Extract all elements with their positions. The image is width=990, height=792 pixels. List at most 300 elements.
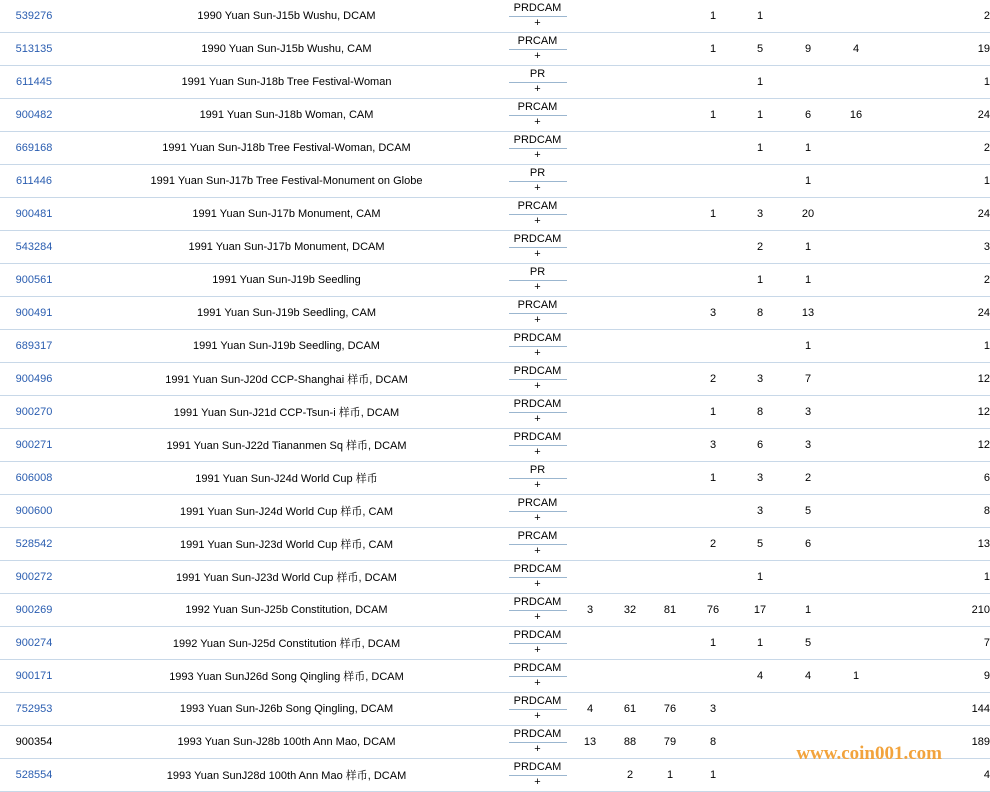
grade-label: PRDCAM [509,234,567,248]
grade-label: PRDCAM [509,399,567,413]
coin-description: 1991 Yuan Sun-J17b Tree Festival-Monument on Globe [68,165,505,198]
population-count-n3 [650,627,690,660]
population-count-n4 [690,495,736,528]
grade-designation [505,132,570,165]
grade-plus-label: + [534,82,541,95]
grade-label: PR [509,267,567,281]
cert-number-link[interactable]: 606008 [0,462,68,495]
grade-designation [505,297,570,330]
grade-label: PRDCAM [509,432,567,446]
cert-number-link[interactable]: 611446 [0,165,68,198]
population-count-n3 [650,132,690,165]
population-count-n3 [650,330,690,363]
population-count-n6 [784,66,832,99]
grade-label: PRCAM [509,102,567,116]
population-count-n1 [570,462,610,495]
population-count-n1 [570,66,610,99]
population-total: 8 [928,495,990,528]
table-row [0,363,990,396]
site-watermark: www.coin001.com [796,743,942,764]
population-count-n6: 1 [784,330,832,363]
population-count-n5: 17 [736,594,784,627]
population-count-n8 [880,627,928,660]
population-count-n7: 4 [832,33,880,66]
population-total: 144 [928,693,990,726]
population-count-n1: 4 [570,693,610,726]
population-count-n5: 1 [736,0,784,33]
cert-number-link[interactable]: 900491 [0,297,68,330]
population-total: 1 [928,561,990,594]
population-count-n2 [610,363,650,396]
grade-plus-label: + [534,16,541,29]
population-count-n3 [650,99,690,132]
cert-number-link[interactable]: 543284 [0,231,68,264]
grade-designation [505,528,570,561]
population-count-n6: 13 [784,297,832,330]
grade-plus-label: + [534,346,541,359]
grade-label: PRDCAM [509,135,567,149]
population-count-n2: 88 [610,726,650,759]
grade-plus-label: + [534,478,541,491]
population-total: 3 [928,231,990,264]
table-row [0,330,990,363]
cert-number-link[interactable]: 900269 [0,594,68,627]
population-count-n6 [784,693,832,726]
table-row [0,561,990,594]
population-count-n6: 5 [784,495,832,528]
population-count-n1 [570,0,610,33]
population-count-n4: 76 [690,594,736,627]
coin-description: 1991 Yuan Sun-J19b Seedling [68,264,505,297]
grade-designation [505,66,570,99]
grade-designation [505,165,570,198]
population-count-n4: 1 [690,396,736,429]
grade-plus-label: + [534,445,541,458]
population-count-n6: 3 [784,429,832,462]
population-count-n2 [610,561,650,594]
grade-plus-label: + [534,610,541,623]
population-count-n3: 76 [650,693,690,726]
population-total: 4 [928,759,990,792]
population-count-n2 [610,396,650,429]
population-count-n8 [880,396,928,429]
population-count-n4: 1 [690,759,736,792]
grade-designation [505,264,570,297]
grade-plus-label: + [534,544,541,557]
population-total: 2 [928,132,990,165]
coin-description: 1993 Yuan SunJ28d 100th Ann Mao 样币, DCAM [68,759,505,792]
table-row [0,627,990,660]
population-count-n8 [880,0,928,33]
grade-designation [505,0,570,33]
population-count-n3: 79 [650,726,690,759]
grade-label: PRDCAM [509,3,567,17]
population-count-n6: 1 [784,594,832,627]
cert-number-link[interactable]: 900270 [0,396,68,429]
population-count-n4 [690,66,736,99]
cert-number-link[interactable]: 900561 [0,264,68,297]
population-total: 1 [928,165,990,198]
population-count-n8 [880,231,928,264]
population-count-n6 [784,726,832,759]
coin-description: 1990 Yuan Sun-J15b Wushu, CAM [68,33,505,66]
population-count-n2 [610,99,650,132]
population-count-n7 [832,462,880,495]
grade-label: PR [509,168,567,182]
population-count-n2 [610,627,650,660]
population-count-n7 [832,528,880,561]
population-count-n3 [650,429,690,462]
coin-description: 1991 Yuan Sun-J19b Seedling, DCAM [68,330,505,363]
coin-description: 1991 Yuan Sun-J23d World Cup 样币, DCAM [68,561,505,594]
population-count-n8 [880,528,928,561]
population-count-n7 [832,594,880,627]
population-count-n7 [832,264,880,297]
grade-designation [505,330,570,363]
grade-label: PRDCAM [509,597,567,611]
population-count-n2 [610,231,650,264]
population-count-n5: 5 [736,33,784,66]
population-count-n7 [832,132,880,165]
population-count-n5: 2 [736,231,784,264]
grade-label: PRDCAM [509,762,567,776]
population-count-n7 [832,330,880,363]
population-count-n4: 3 [690,693,736,726]
population-count-n6: 1 [784,264,832,297]
population-count-n2 [610,660,650,693]
table-row [0,165,990,198]
population-count-n2 [610,264,650,297]
population-count-n1 [570,660,610,693]
grade-plus-label: + [534,577,541,590]
grade-label: PRDCAM [509,333,567,347]
grade-designation [505,363,570,396]
cert-number-link[interactable]: 513135 [0,33,68,66]
population-count-n7 [832,198,880,231]
population-count-n5: 1 [736,627,784,660]
population-total: 7 [928,627,990,660]
population-count-n6: 2 [784,462,832,495]
population-count-n6: 20 [784,198,832,231]
population-count-n7 [832,627,880,660]
population-count-n1 [570,33,610,66]
population-count-n2 [610,297,650,330]
population-count-n3 [650,66,690,99]
grade-plus-label: + [534,148,541,161]
table-row [0,759,990,792]
population-count-n1 [570,198,610,231]
grade-plus-label: + [534,676,541,689]
population-count-n4: 1 [690,462,736,495]
population-count-n8 [880,693,928,726]
coin-description: 1991 Yuan Sun-J24d World Cup 样币 [68,462,505,495]
coin-description: 1991 Yuan Sun-J22d Tiananmen Sq 样币, DCAM [68,429,505,462]
population-total: 6 [928,462,990,495]
population-count-n5: 1 [736,264,784,297]
population-count-n8 [880,429,928,462]
population-count-n7 [832,726,880,759]
cert-number-link[interactable]: 900271 [0,429,68,462]
population-count-n1 [570,429,610,462]
population-count-n1 [570,132,610,165]
population-total: 2 [928,0,990,33]
population-count-n3 [650,33,690,66]
population-count-n1 [570,297,610,330]
population-total: 24 [928,297,990,330]
cert-number-link[interactable]: 900496 [0,363,68,396]
population-count-n4 [690,231,736,264]
population-count-n5: 5 [736,528,784,561]
population-count-n8 [880,330,928,363]
population-count-n4 [690,132,736,165]
coin-description: 1991 Yuan Sun-J21d CCP-Tsun-i 样币, DCAM [68,396,505,429]
population-count-n1 [570,99,610,132]
cert-number-link[interactable]: 528542 [0,528,68,561]
population-count-n1 [570,495,610,528]
population-count-n8 [880,660,928,693]
population-count-n8 [880,132,928,165]
cert-number-link[interactable]: 900482 [0,99,68,132]
population-count-n3 [650,165,690,198]
grade-designation [505,726,570,759]
population-count-n6: 6 [784,528,832,561]
cert-number-link[interactable]: 900171 [0,660,68,693]
population-count-n1 [570,231,610,264]
grade-plus-label: + [534,313,541,326]
population-count-n3 [650,0,690,33]
population-count-n4: 1 [690,33,736,66]
population-count-n1: 13 [570,726,610,759]
population-total: 189 [928,726,990,759]
population-count-n1: 3 [570,594,610,627]
coin-description: 1991 Yuan Sun-J18b Woman, CAM [68,99,505,132]
grade-label: PRCAM [509,36,567,50]
coin-description: 1991 Yuan Sun-J18b Tree Festival-Woman, DCAM [68,132,505,165]
grade-label: PRDCAM [509,564,567,578]
grade-plus-label: + [534,511,541,524]
table-row [0,99,990,132]
grade-label: PRCAM [509,498,567,512]
population-count-n5: 8 [736,297,784,330]
cert-number-link[interactable]: 900481 [0,198,68,231]
coin-description: 1991 Yuan Sun-J23d World Cup 样币, CAM [68,528,505,561]
population-count-n4: 1 [690,627,736,660]
table-row [0,264,990,297]
population-count-n2 [610,33,650,66]
population-count-n8 [880,759,928,792]
grade-designation [505,495,570,528]
grade-label: PRCAM [509,201,567,215]
population-count-n5: 3 [736,462,784,495]
grade-plus-label: + [534,379,541,392]
population-count-n8 [880,99,928,132]
grade-designation [505,759,570,792]
population-count-n6 [784,0,832,33]
population-count-n1 [570,363,610,396]
population-count-n7 [832,693,880,726]
population-count-n8 [880,297,928,330]
cert-number-link[interactable]: 669168 [0,132,68,165]
cert-number-link[interactable]: 689317 [0,330,68,363]
grade-label: PR [509,69,567,83]
table-row [0,198,990,231]
grade-designation [505,693,570,726]
population-count-n8 [880,33,928,66]
population-count-n3 [650,561,690,594]
grade-label: PRDCAM [509,630,567,644]
population-count-n8 [880,594,928,627]
population-count-n4 [690,330,736,363]
population-count-n7 [832,429,880,462]
coin-description: 1991 Yuan Sun-J19b Seedling, CAM [68,297,505,330]
population-count-n7 [832,561,880,594]
table-row [0,462,990,495]
population-total: 12 [928,396,990,429]
table-row [0,660,990,693]
population-count-n1 [570,396,610,429]
population-count-n5: 3 [736,495,784,528]
population-count-n7 [832,363,880,396]
population-count-n2: 32 [610,594,650,627]
population-count-n2: 2 [610,759,650,792]
cert-number-link: 900354 [0,726,68,759]
population-count-n6: 5 [784,627,832,660]
population-total: 24 [928,99,990,132]
population-count-n7 [832,297,880,330]
population-count-n1 [570,264,610,297]
coin-description: 1991 Yuan Sun-J20d CCP-Shanghai 样币, DCAM [68,363,505,396]
population-count-n4 [690,660,736,693]
population-count-n2 [610,66,650,99]
population-count-n3: 1 [650,759,690,792]
population-count-n2 [610,165,650,198]
grade-plus-label: + [534,247,541,260]
population-count-n5 [736,726,784,759]
grade-plus-label: + [534,115,541,128]
population-count-n4: 1 [690,0,736,33]
population-count-n4: 2 [690,528,736,561]
population-count-n6: 1 [784,132,832,165]
population-total: 24 [928,198,990,231]
population-count-n6: 6 [784,99,832,132]
population-count-n8 [880,726,928,759]
population-count-n6 [784,561,832,594]
cert-number-link[interactable]: 900272 [0,561,68,594]
grade-designation [505,396,570,429]
population-count-n8 [880,363,928,396]
population-count-n3 [650,660,690,693]
grade-designation [505,462,570,495]
population-count-n5 [736,165,784,198]
population-count-n7 [832,396,880,429]
grade-plus-label: + [534,742,541,755]
population-total: 12 [928,429,990,462]
population-count-n6: 9 [784,33,832,66]
population-total: 1 [928,330,990,363]
population-count-n2 [610,132,650,165]
population-count-n4 [690,165,736,198]
population-count-n7 [832,66,880,99]
grade-plus-label: + [534,709,541,722]
population-count-n1 [570,165,610,198]
cert-number-link[interactable]: 752953 [0,693,68,726]
grade-plus-label: + [534,280,541,293]
population-count-n7 [832,759,880,792]
grade-plus-label: + [534,214,541,227]
grade-plus-label: + [534,49,541,62]
cert-number-link[interactable]: 539276 [0,0,68,33]
population-count-n2 [610,330,650,363]
population-count-n5: 1 [736,132,784,165]
population-count-n7: 16 [832,99,880,132]
table-row [0,528,990,561]
coin-description: 1992 Yuan Sun-J25b Constitution, DCAM [68,594,505,627]
grade-designation [505,198,570,231]
population-count-n2 [610,429,650,462]
cert-number-link[interactable]: 900274 [0,627,68,660]
table-row [0,396,990,429]
grade-label: PRCAM [509,300,567,314]
grade-label: PR [509,465,567,479]
population-count-n4: 3 [690,297,736,330]
population-count-n5: 6 [736,429,784,462]
population-count-n5 [736,759,784,792]
population-count-n7 [832,0,880,33]
grade-designation [505,231,570,264]
cert-number-link[interactable]: 528554 [0,759,68,792]
table-row [0,726,990,759]
population-total: 2 [928,264,990,297]
cert-number-link[interactable]: 900600 [0,495,68,528]
population-count-n1 [570,330,610,363]
population-count-n2 [610,198,650,231]
coin-description: 1993 Yuan SunJ26d Song Qingling 样币, DCAM [68,660,505,693]
population-total: 1 [928,66,990,99]
population-count-n1 [570,528,610,561]
population-count-n4: 1 [690,99,736,132]
population-count-n4: 8 [690,726,736,759]
population-count-n5: 1 [736,561,784,594]
population-count-n3: 81 [650,594,690,627]
population-count-n7 [832,165,880,198]
population-count-n4: 3 [690,429,736,462]
population-count-n5: 4 [736,660,784,693]
table-row [0,33,990,66]
population-count-n2 [610,0,650,33]
population-count-n3 [650,297,690,330]
population-count-n5 [736,693,784,726]
grade-plus-label: + [534,181,541,194]
grade-designation [505,561,570,594]
population-count-n2 [610,528,650,561]
table-row [0,66,990,99]
cert-number-link[interactable]: 611445 [0,66,68,99]
table-row [0,0,990,33]
population-count-n2 [610,462,650,495]
population-count-n1 [570,561,610,594]
population-count-n1 [570,627,610,660]
population-count-n4: 2 [690,363,736,396]
table-row [0,297,990,330]
coin-description: 1990 Yuan Sun-J15b Wushu, DCAM [68,0,505,33]
population-count-n8 [880,198,928,231]
population-count-n3 [650,462,690,495]
population-count-n8 [880,495,928,528]
grade-designation [505,429,570,462]
population-count-n6: 3 [784,396,832,429]
population-count-n7 [832,231,880,264]
grade-designation [505,99,570,132]
